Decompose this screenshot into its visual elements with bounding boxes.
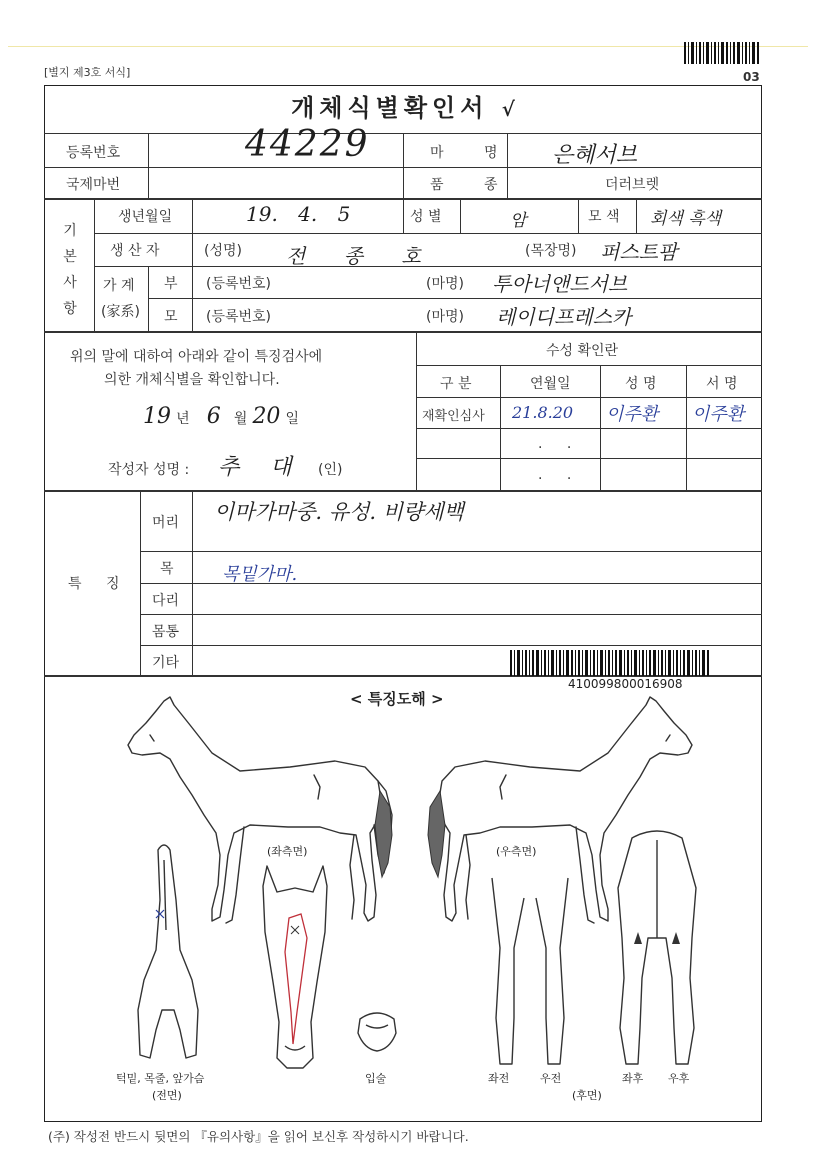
page-number: 03 bbox=[743, 70, 760, 84]
revision-row2-date: . . bbox=[538, 436, 582, 452]
col-rule bbox=[460, 198, 461, 233]
lips-label: 입술 bbox=[365, 1072, 387, 1085]
feature-head-label: 머리 bbox=[152, 515, 180, 531]
rear-label: (후면) bbox=[572, 1089, 602, 1102]
footer-note: (주) 작성전 반드시 뒷면의 『유의사항』을 읽어 보신후 작성하시기 바랍니다. bbox=[48, 1129, 469, 1144]
revision-col-type: 구 분 bbox=[440, 376, 472, 392]
rule bbox=[140, 645, 762, 646]
col-rule bbox=[140, 490, 141, 675]
sire-label: 부 bbox=[164, 276, 178, 292]
rule bbox=[140, 551, 762, 552]
dam-name-value: 레이디프레스카 bbox=[496, 305, 632, 329]
producer-label: 생 산 자 bbox=[110, 243, 160, 259]
hind-right-label: 우후 bbox=[668, 1072, 690, 1085]
registration-number-label: 등록번호 bbox=[66, 145, 121, 161]
title-text: 개체식별확인서 bbox=[291, 94, 489, 122]
coat-value: 회색 흑색 bbox=[650, 209, 722, 229]
barcode-number: 410099800016908 bbox=[568, 677, 683, 691]
date-year: 19 bbox=[143, 404, 171, 429]
family-hanja: (家系) bbox=[101, 304, 140, 320]
date-month: 6 bbox=[206, 404, 221, 429]
features-section-label: 특 징 bbox=[68, 576, 120, 592]
seal-text: (인) bbox=[318, 462, 343, 478]
feature-body-label: 몸통 bbox=[152, 624, 180, 640]
revision-header: 수성 확인란 bbox=[546, 343, 619, 359]
statement-line2: 의한 개체식별을 확인합니다. bbox=[104, 372, 280, 388]
feature-other-label: 기타 bbox=[152, 655, 180, 671]
top-barcode bbox=[684, 42, 760, 64]
farm-value: 퍼스트팜 bbox=[600, 240, 678, 264]
farm-label: (목장명) bbox=[525, 243, 577, 259]
date-day: 20 bbox=[252, 404, 281, 429]
rule bbox=[416, 365, 762, 366]
col-rule bbox=[500, 365, 501, 490]
form-tag: [별지 제3호 서식] bbox=[44, 66, 131, 79]
sire-reg-label: (등록번호) bbox=[206, 276, 272, 292]
revision-col-name: 성 명 bbox=[625, 376, 657, 392]
col-rule bbox=[148, 133, 149, 198]
revision-col-date: 연월일 bbox=[530, 376, 571, 392]
revision-row3-date: . . bbox=[538, 467, 582, 483]
date-month-unit: 월 bbox=[233, 411, 248, 427]
breed-value: 더러브렛 bbox=[605, 177, 660, 193]
breed-label: 품 종 bbox=[430, 177, 516, 193]
revision-row1-name: 이주환 bbox=[606, 404, 659, 425]
horse-front-neck-diagram bbox=[128, 840, 208, 1065]
hind-left-label: 좌후 bbox=[622, 1072, 644, 1085]
rule bbox=[140, 614, 762, 615]
feature-head-value: 이마가마중. 유성. 비량세백 bbox=[214, 500, 464, 524]
rule bbox=[416, 458, 762, 459]
birth-label: 생년월일 bbox=[118, 209, 173, 225]
producer-name-value: 전 종 호 bbox=[286, 244, 421, 268]
col-rule bbox=[600, 365, 601, 490]
rule bbox=[94, 233, 762, 234]
horse-head-diagram bbox=[255, 862, 335, 1072]
horse-name-label: 마 명 bbox=[430, 145, 516, 161]
revision-row1-date: 21.8.20 bbox=[512, 403, 574, 422]
rule bbox=[416, 428, 762, 429]
horse-hind-diagram bbox=[612, 828, 702, 1068]
dam-reg-label: (등록번호) bbox=[206, 309, 272, 325]
col-rule bbox=[416, 331, 417, 490]
front-caption: 턱밑, 목줄, 앞가슴 bbox=[116, 1072, 205, 1085]
birth-value: 19. 4. 5 bbox=[246, 202, 351, 226]
horse-name-value: 은혜서브 bbox=[552, 143, 638, 168]
feature-neck-label: 목 bbox=[160, 561, 174, 577]
coat-label: 모 색 bbox=[588, 209, 620, 225]
producer-name-label: (성명) bbox=[204, 243, 242, 259]
sex-label: 성 별 bbox=[410, 209, 442, 225]
revision-row1-sign: 이주환 bbox=[692, 404, 745, 425]
writer-label: 작성자 성명 : bbox=[108, 462, 190, 478]
writer-value: 추 대 bbox=[218, 455, 292, 480]
revision-row1-type: 재확인심사 bbox=[422, 409, 485, 424]
statement-line1: 위의 말에 대하여 아래와 같이 특징검사에 bbox=[70, 349, 323, 365]
rule bbox=[148, 298, 762, 299]
col-rule bbox=[403, 133, 404, 198]
col-rule bbox=[578, 198, 579, 233]
rule bbox=[94, 266, 762, 267]
col-rule bbox=[403, 198, 404, 233]
family-label: 가 계 bbox=[103, 278, 135, 294]
rule bbox=[44, 490, 762, 492]
front-right-label: 우전 bbox=[540, 1072, 562, 1085]
date-year-unit: 년 bbox=[176, 411, 190, 427]
revision-col-sign: 서 명 bbox=[706, 376, 738, 392]
diagram-title: < 특징도해 > bbox=[350, 690, 444, 708]
sex-value: 암 bbox=[510, 211, 527, 231]
left-side-label: (좌측면) bbox=[267, 845, 308, 858]
intl-number-label: 국제마번 bbox=[66, 177, 121, 193]
front-left-label: 좌전 bbox=[488, 1072, 510, 1085]
col-rule bbox=[192, 490, 193, 675]
feature-neck-value: 목밑가마. bbox=[222, 564, 298, 585]
horse-front-legs-diagram bbox=[480, 868, 580, 1068]
sample-barcode bbox=[510, 650, 710, 676]
horse-lips-diagram bbox=[352, 1005, 402, 1055]
confirmation-date bbox=[143, 404, 299, 429]
dam-label: 모 bbox=[164, 309, 178, 325]
title-check: √ bbox=[501, 97, 515, 121]
registration-number-value: 44229 bbox=[245, 124, 370, 165]
rule bbox=[416, 397, 762, 398]
page-title bbox=[44, 88, 762, 123]
dam-name-label: (마명) bbox=[426, 309, 464, 325]
date-day-unit: 일 bbox=[285, 411, 300, 427]
col-rule bbox=[686, 365, 687, 490]
sire-name-label: (마명) bbox=[426, 276, 464, 292]
col-rule bbox=[636, 198, 637, 233]
rule bbox=[44, 331, 762, 333]
col-rule bbox=[192, 198, 193, 331]
front-label: (전면) bbox=[152, 1089, 182, 1102]
basic-section-label: 기본사항 bbox=[63, 223, 77, 317]
feature-legs-label: 다리 bbox=[152, 593, 180, 609]
col-rule bbox=[148, 266, 149, 331]
right-side-label: (우측면) bbox=[496, 845, 537, 858]
sire-name-value: 투아너앤드서브 bbox=[492, 272, 628, 296]
col-rule bbox=[94, 198, 95, 331]
